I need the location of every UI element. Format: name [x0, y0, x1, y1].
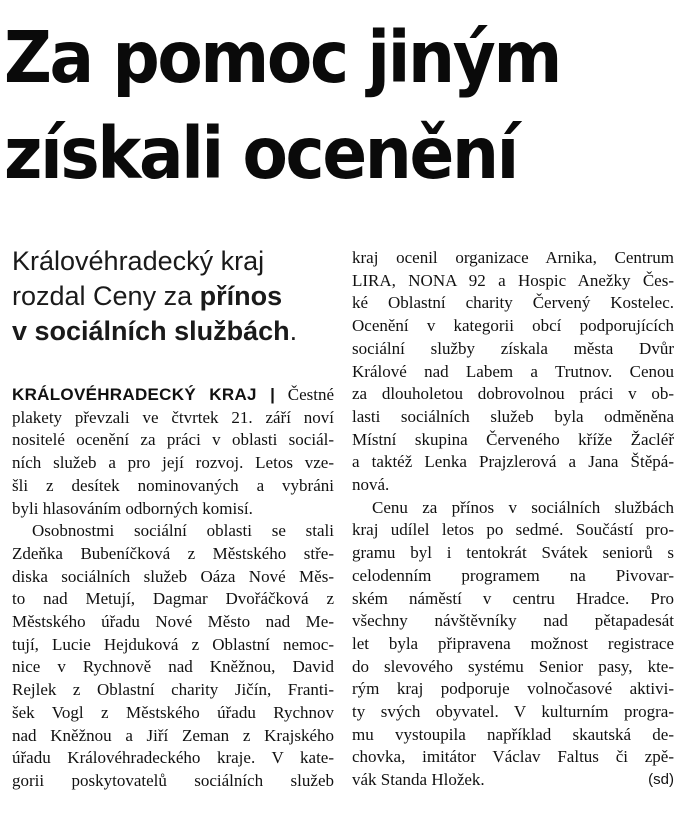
article-line: nad Kněžnou a Jiří Zeman z Krajského — [12, 725, 334, 745]
article-line: ké Oblastní charity Červený Kostelec. — [352, 293, 674, 313]
dateline: KRÁLOVÉHRADECKÝ KRAJ | — [12, 385, 276, 404]
article-line: do slevového systému Senior pasy, kte- — [352, 656, 674, 676]
article-line: Místní skupina Červeného kříže Žacléř — [352, 429, 674, 449]
perex — [12, 244, 332, 349]
article-column-left — [12, 384, 334, 793]
article-line: úřadu Královéhradeckého kraje. V kate- — [12, 748, 334, 768]
article-line: Zdeňka Bubeníčková z Městského stře- — [12, 543, 334, 563]
article-line-final — [352, 769, 674, 792]
article-line: sociální služby získala města Dvůr — [352, 338, 674, 358]
perex-line-3-end: . — [289, 316, 298, 346]
perex-line-3-bold: v sociálních službách — [12, 316, 290, 346]
article-line: Cenu za přínos v sociálních službách — [372, 497, 674, 517]
article-line: za dlouholetou dobrovolnou práci v ob- — [352, 384, 674, 404]
article-line-text: Čestné — [275, 385, 334, 404]
article-line: let byla připravena možnost registrace — [352, 633, 674, 653]
article-line: rým kraj podporuje volnočasové aktivi- — [352, 679, 674, 699]
article-line: Rejlek z Oblastní charity Jičín, Franti- — [12, 680, 334, 700]
article-line: plakety převzali ve čtvrtek 21. září noví — [12, 407, 334, 427]
article-line: chovka, imitátor Václav Faltus či zpě- — [352, 747, 674, 767]
article-line: Králové nad Labem a Trutnov. Cenou — [352, 361, 674, 381]
article-line: mu vystoupila například skautská de- — [352, 724, 674, 744]
article-line: gramu byl i tentokrát Svátek seniorů s — [352, 543, 674, 563]
headline-line-1: Za pomoc jiným — [4, 16, 560, 99]
perex-line-2-bold: přínos — [199, 281, 283, 311]
article-line: byli hlasováním odborných komisí. — [12, 498, 253, 518]
article-column-right — [352, 247, 674, 792]
article-line: tují, Lucie Hejduková z Oblastní nemoc- — [12, 634, 334, 654]
article-line: Osobnostmi sociální oblasti se stali — [32, 521, 334, 541]
article-line — [12, 384, 334, 407]
article-line: kraj udílel letos po sedmé. Součástí pro- — [352, 520, 674, 540]
article-line-text: vák Standa Hložek. — [352, 770, 485, 790]
article-line: nositelé ocenění za práci v oblasti sociál- — [12, 430, 334, 450]
author-signature: (sd) — [648, 771, 674, 789]
article-line: gorii poskytovatelů sociálních služeb — [12, 770, 334, 790]
article-line: to nad Metují, Dagmar Dvořáčková z — [12, 589, 334, 609]
article-line: nová. — [352, 475, 390, 495]
article-line: nice v Rychnově nad Kněžnou, David — [12, 657, 334, 677]
article-line: Městského úřadu Nové Město nad Me- — [12, 612, 334, 632]
perex-line-3 — [12, 314, 332, 349]
perex-line-1: Královéhradecký kraj — [12, 246, 265, 276]
article-line: ty svých obyvatel. V kulturním progra- — [352, 702, 674, 722]
article-line: a taktéž Lenka Prajzlerová a Jana Štěpá- — [352, 452, 674, 472]
article-line: Ocenění v kategorii obcí podporujících — [352, 316, 674, 336]
article-line: kraj ocenil organizace Arnika, Centrum — [352, 248, 674, 267]
article-line: ském náměstí v centru Hradce. Pro — [352, 588, 674, 608]
article-line: ních služeb a pro její rozvoj. Letos vze- — [12, 453, 334, 473]
article-line: šek Vogl z Městského úřadu Rychnov — [12, 702, 334, 722]
article-line: celodenním programem na Pivovar- — [352, 565, 674, 585]
article-line: všechny návštěvníky nad pětapadesát — [352, 611, 674, 631]
perex-line-2 — [12, 279, 332, 314]
article-line: lasti sociálních služeb byla odměněna — [352, 406, 674, 426]
headline — [4, 10, 640, 202]
article-line: LIRA, NONA 92 a Hospic Anežky Čes- — [352, 270, 674, 290]
perex-line-2-plain: rozdal Ceny za — [12, 281, 200, 311]
article-line: šli z desítek nominovaných a vybráni — [12, 475, 334, 495]
article-line: diska sociálních služeb Oáza Nové Měs- — [12, 566, 334, 586]
headline-line-2: získali ocenění — [4, 112, 517, 195]
